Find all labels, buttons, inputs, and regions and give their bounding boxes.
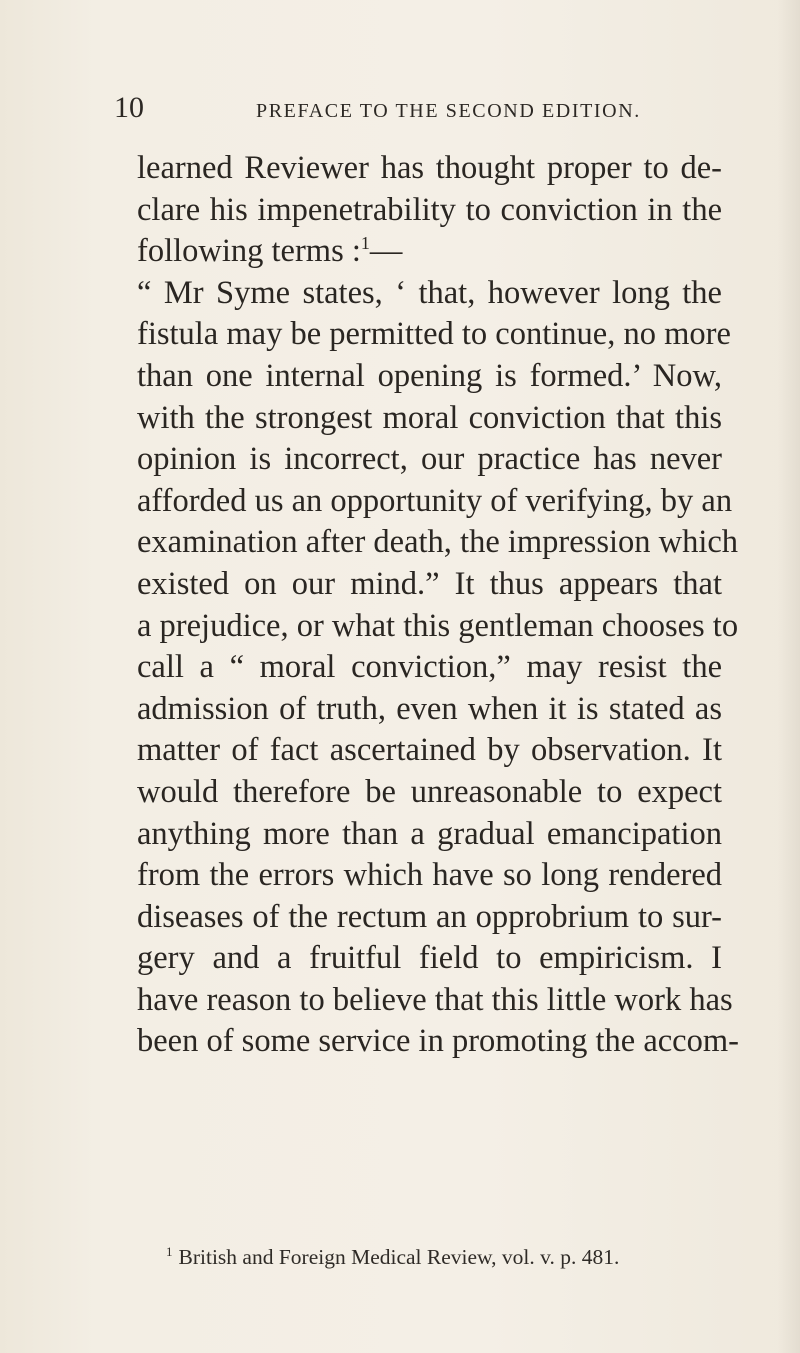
text-line: clare his impenetrability to conviction in the: [137, 191, 722, 228]
page-number: 10: [114, 91, 144, 124]
page-edge-shadow: [778, 0, 800, 1353]
page-header: [0, 88, 800, 128]
text-line: than one internal opening is formed.’ Now,: [137, 357, 722, 394]
text-line: have reason to believe that this little work has: [137, 981, 733, 1018]
text-line: a prejudice, or what this gentleman chooses to: [137, 607, 739, 644]
footnote-text: British and Foreign Medical Review, vol. v. p. 481.: [178, 1245, 620, 1269]
text-line: existed on our mind.” It thus appears that: [137, 565, 722, 602]
footnote-marker: 1: [166, 1244, 173, 1259]
text-line: with the strongest moral conviction that this: [137, 399, 722, 436]
em-dash: —: [369, 233, 403, 270]
text-line: learned Reviewer has thought proper to de-: [137, 150, 722, 186]
text-line: gery and a fruitful field to empiricism. I: [137, 940, 722, 977]
text-line: opinion is incorrect, our practice has never: [137, 441, 722, 478]
body-text: [137, 148, 739, 1063]
text-line: been of some service in promoting the accom-: [137, 1023, 739, 1060]
text-line: anything more than a gradual emancipation: [137, 815, 722, 852]
text-line: examination after death, the impression which: [137, 524, 739, 561]
text-line: call a “ moral conviction,” may resist the: [137, 649, 722, 686]
text-line: afforded us an opportunity of verifying, by an: [137, 482, 733, 519]
text-line: diseases of the rectum an opprobrium to sur-: [137, 898, 722, 935]
footnote: [166, 1243, 686, 1271]
text-line: admission of truth, even when it is stated as: [137, 690, 722, 727]
text-line: from the errors which have so long rendered: [137, 857, 722, 894]
text-line-with-footnote: [137, 231, 722, 273]
text-line: matter of fact ascertained by observation. It: [137, 732, 722, 769]
text-line: fistula may be permitted to continue, no more: [137, 316, 731, 353]
footnote-reference: 1: [360, 233, 370, 254]
running-head: PREFACE TO THE SECOND EDITION.: [256, 100, 641, 122]
text-line: “ Mr Syme states, ‘ that, however long the: [137, 274, 722, 311]
text-line: would therefore be unreasonable to expect: [137, 773, 722, 810]
text-line-content: following terms :: [137, 233, 361, 270]
